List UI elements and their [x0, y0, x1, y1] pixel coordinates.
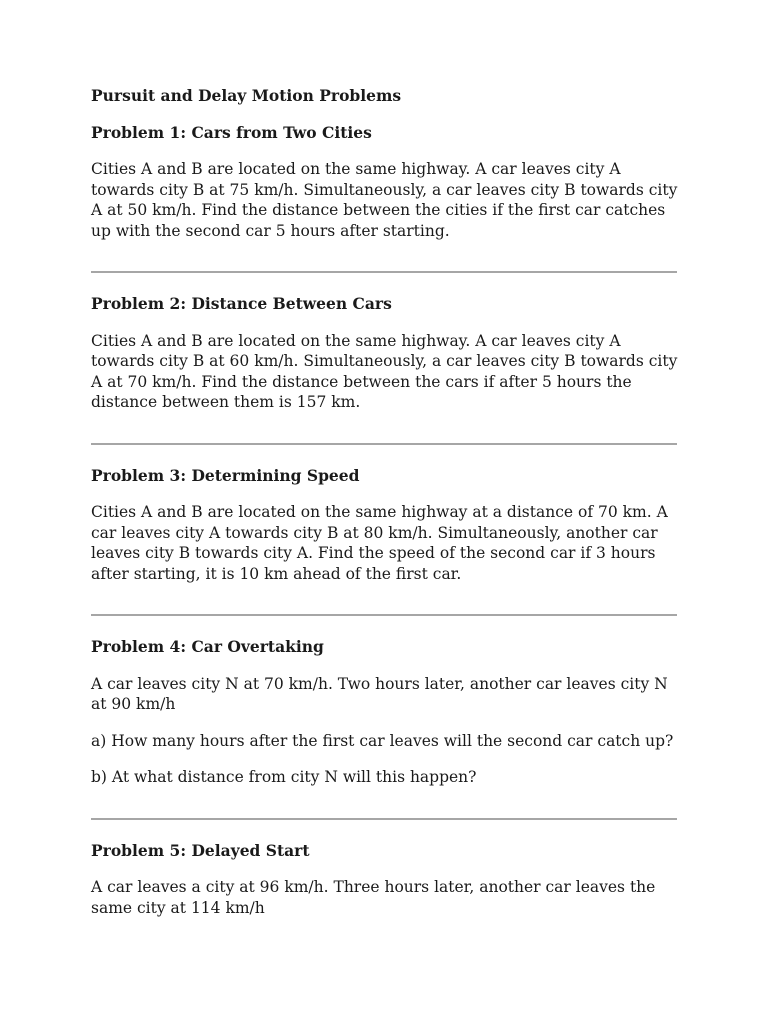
problem-question-a: a) How many hours after the first car leaves will the second car catch up?: [91, 731, 674, 750]
section-divider: [91, 443, 677, 445]
document-title: Pursuit and Delay Motion Problems: [91, 86, 402, 105]
problem-text: Cities A and B are located on the same highway. A car leaves city A towards city B at 60 km/h. Simultaneously, a car leaves city B towards city A at 70 km/h. Find the distance between the cars if after 5 hours the distance between them is 157 km.: [91, 331, 678, 411]
problem-heading: Problem 1: Cars from Two Cities: [91, 122, 372, 142]
problem-text: Cities A and B are located on the same highway. A car leaves city A towards city B at 75 km/h. Simultaneously, a car leaves city B towards city A at 50 km/h. Find the distance between the cities if the first car catches up with the second car 5 hours after starting.: [91, 160, 678, 240]
problem-question-b: b) At what distance from city N will this happen?: [91, 768, 477, 786]
problem-1: [91, 123, 678, 242]
problem-heading: Problem 4: Car Overtaking: [91, 637, 324, 656]
problem-heading: Problem 5: Delayed Start: [91, 840, 310, 860]
problem-4: [91, 637, 678, 788]
problem-5: [91, 841, 678, 919]
problem-text: Cities A and B are located on the same highway at a distance of 70 km. A car leaves city A towards city B at 80 km/h. Simultaneously, another car leaves city B towards city A. Find the speed of the second car if 3 hours after starting, it is 10 km ahead of the first car.: [91, 503, 668, 583]
problem-heading: Problem 2: Distance Between Cars: [91, 294, 392, 313]
section-divider: [91, 614, 677, 616]
section-divider: [91, 271, 677, 273]
section-divider: [91, 818, 677, 820]
problem-3: [91, 466, 678, 585]
problem-text: A car leaves a city at 96 km/h. Three hours later, another car leaves the same city at 114 km/h: [91, 878, 656, 917]
problem-2: [91, 294, 678, 413]
problem-text: A car leaves city N at 70 km/h. Two hours later, another car leaves city N at 90 km/h: [91, 674, 668, 713]
problem-heading: Problem 3: Determining Speed: [91, 465, 360, 485]
